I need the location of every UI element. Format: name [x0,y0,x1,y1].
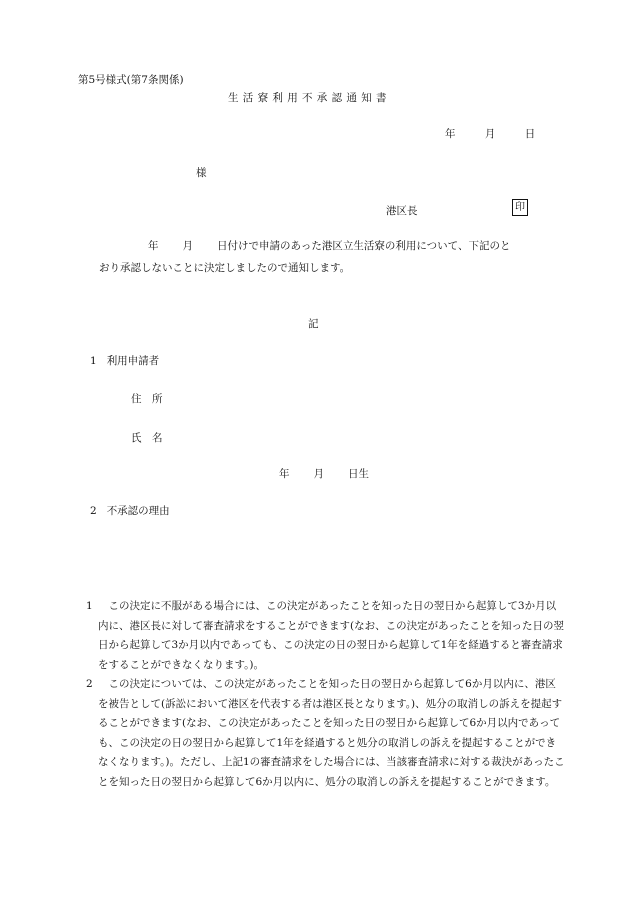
date-month: 月 [484,128,496,140]
address-label: 住 所 [131,393,163,405]
issuer-title: 港区長 [386,205,418,217]
note-item [86,675,566,792]
birth-month: 月 [313,468,324,480]
section-1-heading [90,353,159,368]
section-1-label: 利用申請者 [106,355,160,367]
intro-rest: 日付けで申請のあった港区立生活寮の利用について、下記のと [217,240,511,252]
intro-line-2: おり承認しないことに決定しましたので通知します。 [99,262,351,274]
birth-year: 年 [279,468,290,480]
intro-year: 年 [148,240,159,252]
section-2-heading [90,503,170,518]
ki-heading: 記 [308,318,319,330]
birth-date [279,466,369,481]
note-item [86,597,566,675]
date-day: 日 [524,128,536,140]
note-number: 2 [86,678,93,690]
section-1-number: 1 [90,355,97,367]
section-2-label: 不承認の理由 [106,505,170,517]
seal-mark: 印 [512,199,528,216]
date-year: 年 [445,128,456,140]
section-2-number: 2 [90,505,97,517]
note-text: この決定に不服がある場合には、この決定があったことを知った日の翌日から起算して3か月以内に、港区長に対して審査請求をすることができます(なお、この決定があったことを知った日の翌日から起算して3か月以内であっても、この決定の日の翌日から起算して1年を経過すると審査請求をすることができなくなります。)。 [98,600,564,671]
issue-date [445,126,535,141]
intro-line-1 [148,238,510,253]
note-number: 1 [86,600,93,612]
addressee-suffix: 様 [196,167,207,179]
document-title: 生活寮利用不承認通知書 [228,92,391,104]
notes-block [86,597,566,792]
note-text: この決定については、この決定があったことを知った日の翌日から起算して6か月以内に、港区を被告として(訴訟において港区を代表する者は港区長となります。)、処分の取消しの訴えを提起することができます(なお、この決定があったことを知った日の翌日から起算して6か月以内であっても、この決定の日の翌日から起算して1年を経過すると処分の取消しの訴えを提起することができなくなります。)。ただし、上記1の審査請求をした場合には、当該審査請求に対する裁決があったことを知った日の翌日から起算して6か月以内に、処分の取消しの訴えを提起することができます。 [98,678,565,788]
name-label: 氏 名 [131,432,163,444]
birth-day-suffix: 日生 [348,468,369,480]
form-number: 第5号様式(第7条関係) [78,74,184,86]
intro-month: 月 [182,240,193,252]
